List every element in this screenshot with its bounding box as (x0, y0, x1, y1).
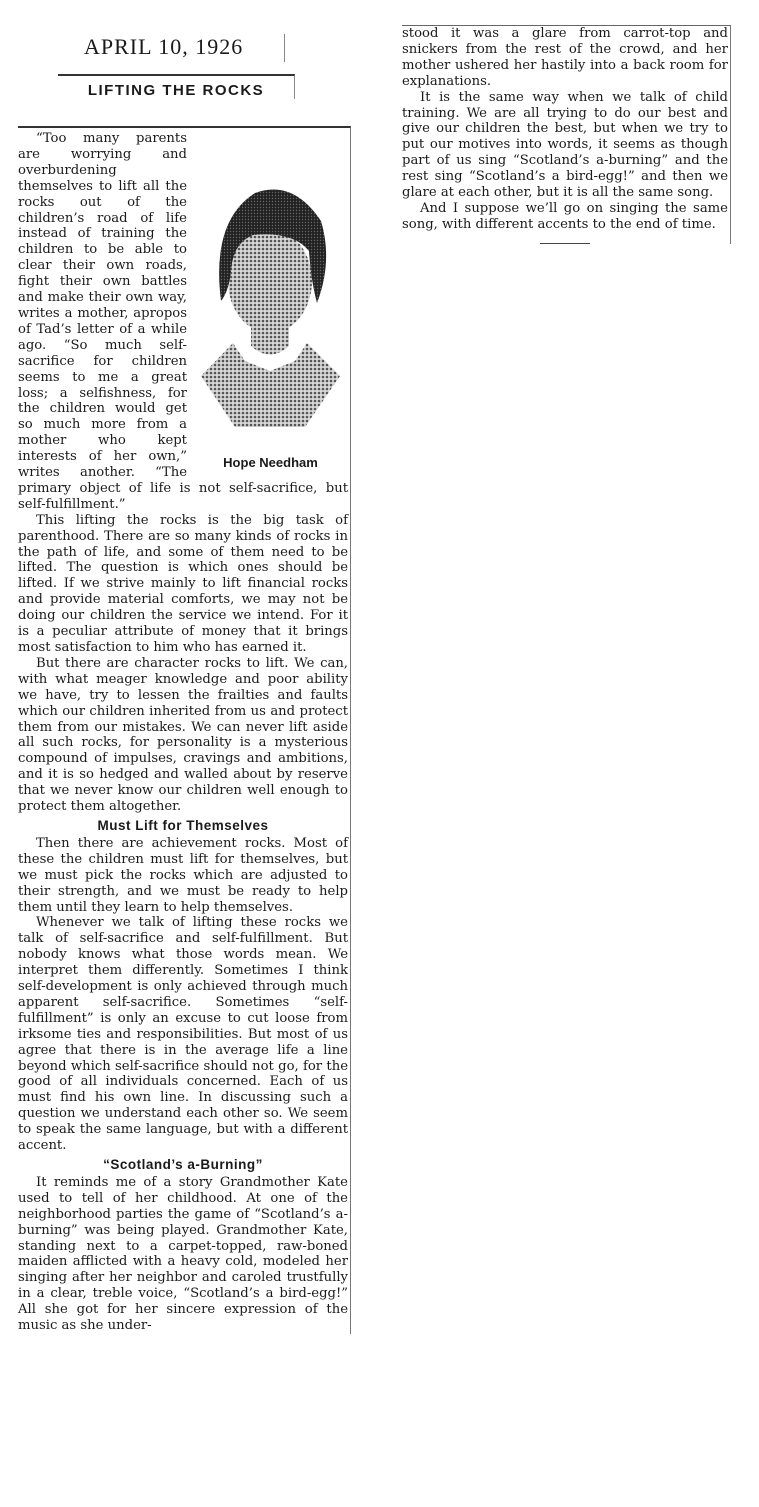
subheading: Must Lift for Themselves (97, 817, 269, 833)
portrait-photo-icon (193, 131, 348, 431)
column-1 (18, 126, 351, 1334)
photo-figure (193, 131, 348, 473)
paragraph: It is the same way when we talk of child training. We are all trying to do our best and give our children the best, but when we try to put our motives into words, it seems as though part of us sing “Scotland’s a-burning” and the rest sing “Scotland’s a bird-egg!” and then we glare at each other, but it is all the same song. (402, 89, 728, 201)
paragraph: But there are character rocks to lift. We can, with what meager knowledge and poor ability we have, try to lessen the frailties and faults which our children inherited from us and protect them from our mistakes. We can never lift aside all such rocks, for personality is a mysterious compound of impulses, cravings and ambitions, and it is so hedged and walled about by reserve that we never know our children well enough to protect them altogether. (18, 655, 348, 815)
end-rule (540, 243, 590, 244)
paragraph: This lifting the rocks is the big task of parenthood. There are so many kinds of rocks in the path of life, and some of them need to be lifted. The question is which ones should be lifted. If we strive mainly to lift financial rocks and provide material comforts, we may not be doing our children the service we intend. For it is a peculiar attribute of money that it brings most satisfaction to him who has earned it. (18, 512, 348, 655)
paragraph: “Too many parents are worrying and overburdening themselves to lift all the rocks out of the children’s road of life instead of training the children to be able to clear their own roads, fight their own battles and make their own way, writes a mother, apropos of Tad’s letter of a while ago. “So much self-sacrifice for children seems to me a great loss; a selfishness, for the children would get so much more from a mother who kept interests of her own,” writes another. “The primary object of life is not self-sacrifice, but self-fulfillment.” (18, 131, 348, 512)
paragraph: And I suppose we’ll go on singing the same song, with different accents to the end of time. (402, 200, 728, 232)
paragraph: Then there are achievement rocks. Most of these the children must lift for themselves, but we must pick the rocks which are adjusted to their strength, and we must be ready to help them until they learn to help themselves. (18, 835, 348, 915)
paragraph: It reminds me of a story Grandmother Kate used to tell of her childhood. At one of the neighborhood parties the game of “Scotland’s a-burning” was being played. Grandmother Kate, standing next to a carpet-topped, raw-boned maiden afflicted with a heavy cold, modeled her singing after her neighbor and caroled trustfully in a clear, treble voice, “Scotland’s a bird-egg!” All she got for her sincere expression of the music as she under- (18, 1174, 348, 1334)
subheading: “Scotland’s a-Burning” (103, 1157, 263, 1172)
column-2 (402, 25, 731, 244)
photo-caption: Hope Needham (223, 455, 318, 471)
article-headline: LIFTING THE ROCKS (58, 74, 295, 99)
article-date: APRIL 10, 1926 (84, 34, 285, 62)
paragraph: stood it was a glare from carrot-top and snickers from the rest of the crowd, and her mother ushered her hastily into a back room for explanations. (402, 26, 728, 89)
paragraph: Whenever we talk of lifting these rocks we talk of self-sacrifice and self-fulfillment. But nobody knows what those words mean. We interpret them differently. Sometimes I think self-development is only achieved through much apparent self-sacrifice. Sometimes “self-fulfillment” is only an excuse to cut loose from irksome ties and responsibilities. But most of us agree that there is in the average life a line beyond which self-sacrifice should not go, for the good of all individuals concerned. Each of us must find his own line. In discussing such a question we understand each other so. We seem to speak the same language, but with a different accent. (18, 915, 348, 1154)
